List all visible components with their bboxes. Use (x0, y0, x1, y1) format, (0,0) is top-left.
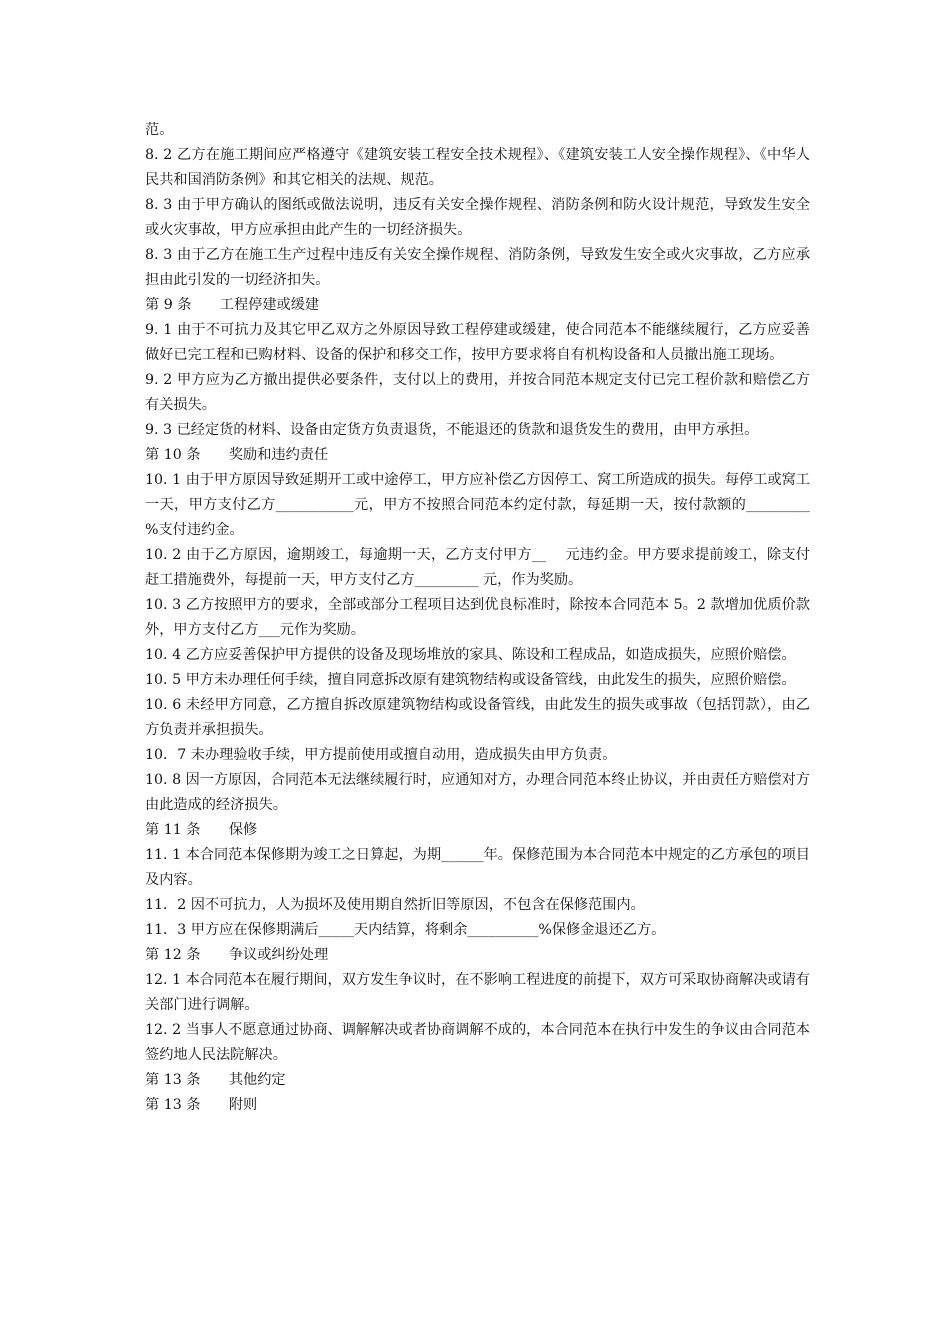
clause-10-3: 10. 3 乙方按照甲方的要求，全部或部分工程项目达到优良标准时，除按本合同范本 5。2 款增加优质价款外，甲方支付乙方___元作为奖励。 (145, 597, 810, 638)
clause-10-4: 10. 4 乙方应妥善保护甲方提供的设备及现场堆放的家具、陈设和工程成品，如造成损失，应照价赔偿。 (145, 647, 796, 663)
clause-8-3-b: 8. 3 由于乙方在施工生产过程中违反有关安全操作规程、消防条例，导致发生安全或火灾事故，乙方应承担由此引发的一切经济扣失。 (145, 247, 810, 288)
article-13-heading-appendix: 第 13 条 附则 (145, 1097, 258, 1113)
clause-text: 范。 (145, 122, 174, 138)
clause-10-1: 10. 1 由于甲方原因导致延期开工或中途停工，甲方应补偿乙方因停工、窝工所造成的损失。每停工或窝工一天，甲方支付乙方___________元，甲方不按照合同范本约定付款，每延期一天，按付款额的_________ %支付违约金。 (145, 472, 825, 538)
clause-10-6: 10. 6 未经甲方同意，乙方擅自拆改原建筑物结构或设备管线，由此发生的损失或事故（包括罚款），由乙方负责并承担损失。 (145, 697, 810, 738)
clause-10-2: 10. 2 由于乙方原因，逾期竣工，每逾期一天，乙方支付甲方__ 元违约金。甲方要求提前竣工，除支付赶工措施费外，每提前一天，甲方支付乙方_________ 元，作为奖励。 (145, 547, 810, 588)
clause-11-1: 11. 1 本合同范本保修期为竣工之日算起，为期______年。保修范围为本合同范本中规定的乙方承包的项目及内容。 (145, 847, 810, 888)
clause-10-8: 10. 8 因一方原因，合同范本无法继续履行时，应通知对方，办理合同范本终止协议，并由责任方赔偿对方由此造成的经济损失。 (145, 772, 810, 813)
article-10-heading: 第 10 条 奖励和违约责任 (145, 447, 329, 463)
clause-11-2: 11．2 因不可抗力，人为损坏及使用期自然折旧等原因，不包含在保修范围内。 (145, 897, 645, 913)
article-11-heading: 第 11 条 保修 (145, 822, 258, 838)
clause-9-2: 9. 2 甲方应为乙方撤出提供必要条件，支付以上的费用，并按合同范本规定支付已完工程价款和赔偿乙方有关损失。 (145, 372, 810, 413)
clause-11-3: 11．3 甲方应在保修期满后_____天内结算，将剩余__________%保修金退还乙方。 (145, 922, 666, 938)
clause-8-2: 8. 2 乙方在施工期间应严格遵守《建筑安装工程安全技术规程》、《建筑安装工人安全操作规程》、《中华人民共和国消防条例》和其它相关的法规、规范。 (145, 147, 810, 188)
clause-12-1: 12. 1 本合同范本在履行期间，双方发生争议时，在不影响工程进度的前提下，双方可采取协商解决或请有关部门进行调解。 (145, 972, 810, 1013)
clause-10-7: 10．7 未办理验收手续，甲方提前使用或擅自动用，造成损失由甲方负责。 (145, 747, 617, 763)
document-body (145, 118, 825, 1118)
clause-9-3: 9. 3 已经定货的材料、设备由定货方负责退货，不能退还的货款和退货发生的费用，由甲方承担。 (145, 422, 759, 438)
clause-10-5: 10. 5 甲方未办理任何手续，擅自同意拆改原有建筑物结构或设备管线，由此发生的损失，应照价赔偿。 (145, 672, 796, 688)
clause-8-3-a: 8. 3 由于甲方确认的图纸或做法说明，违反有关安全操作规程、消防条例和防火设计规范，导致发生安全或火灾事故，甲方应承担由此产生的一切经济损失。 (145, 197, 810, 238)
clause-9-1: 9. 1 由于不可抗力及其它甲乙双方之外原因导致工程停建或缓建，使合同范本不能继续履行，乙方应妥善做好已完工程和已购材料、设备的保护和移交工作，按甲方要求将自有机构设备和人员撤出施工现场。 (145, 322, 810, 363)
clause-12-2: 12. 2 当事人不愿意通过协商、调解解决或者协商调解不成的，本合同范本在执行中发生的争议由合同范本签约地人民法院解决。 (145, 1022, 810, 1063)
article-13-heading-other: 第 13 条 其他约定 (145, 1072, 286, 1088)
article-12-heading: 第 12 条 争议或纠纷处理 (145, 947, 329, 963)
article-9-heading: 第 9 条 工程停建或缓建 (145, 297, 320, 313)
